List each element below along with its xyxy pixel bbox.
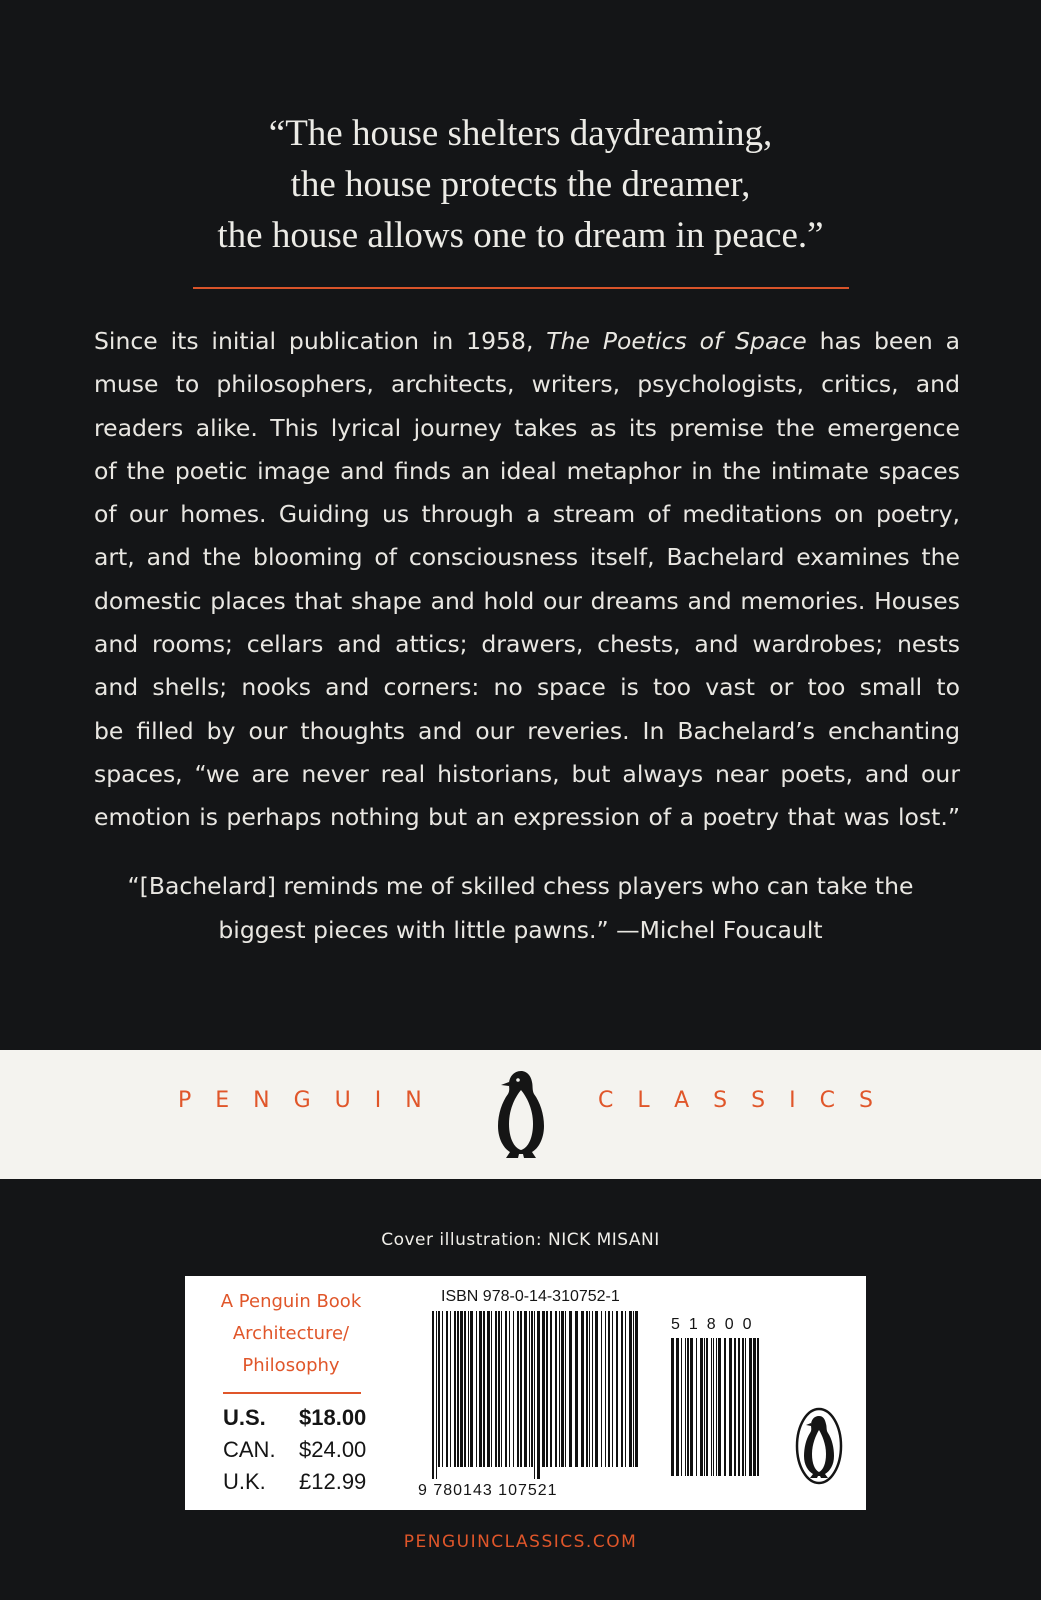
category-line: Philosophy <box>242 1355 340 1376</box>
price-region: CAN. <box>223 1437 276 1462</box>
barcode-bar <box>450 1311 451 1467</box>
book-title: The Poetics of Space <box>546 327 807 355</box>
barcode-bar <box>505 1311 507 1467</box>
price-value: £12.99 <box>299 1469 367 1494</box>
barcode-bar <box>745 1338 746 1476</box>
barcode-bar <box>491 1311 492 1467</box>
description-line: muse to philosophers, architects, writers, psychologists, critics, and <box>94 370 960 399</box>
barcode-bar <box>690 1338 693 1476</box>
barcode-bar <box>569 1311 572 1467</box>
brand-word-penguin: PENGUIN <box>178 1088 446 1113</box>
barcode-bar <box>517 1311 519 1467</box>
barcode-bar <box>757 1338 759 1476</box>
barcode-bar <box>601 1311 602 1467</box>
description-line: and rooms; cellars and attics; drawers, chests, and wardrobes; nests <box>94 630 960 659</box>
description-line: Since its initial publication in 1958, The Poetics of Space has been a <box>94 327 961 355</box>
description-line: art, and the blooming of consciousness itself, Bachelard examines the <box>94 543 960 572</box>
barcode-bar <box>501 1311 502 1467</box>
barcode-bar <box>464 1311 466 1467</box>
barcode-bar <box>589 1311 590 1467</box>
barcode-bar <box>713 1338 714 1476</box>
barcode-bar <box>581 1311 584 1467</box>
penguin-icon <box>494 1068 548 1162</box>
barcode-bar <box>635 1311 638 1467</box>
quote-line: “The house shelters daydreaming, <box>268 113 773 154</box>
ean-barcode <box>431 1311 643 1479</box>
barcode-bar <box>432 1311 434 1479</box>
barcode-bar <box>711 1338 712 1476</box>
barcode-bar <box>625 1311 626 1467</box>
description-line: spaces, “we are never real historians, but always near poets, and our <box>94 759 960 788</box>
ean-digits: 9 780143 107521 <box>418 1482 558 1499</box>
description-line: and shells; nooks and corners: no space is too vast or too small to <box>94 673 960 702</box>
price-value: $24.00 <box>299 1437 367 1462</box>
book-description <box>94 320 960 840</box>
barcode-bar <box>561 1311 564 1467</box>
barcode-bar <box>608 1311 610 1467</box>
epigraph-quote <box>0 108 1041 261</box>
foucault-blurb <box>0 865 1041 952</box>
barcode-bar <box>487 1311 490 1467</box>
price-barcode-label <box>185 1276 866 1510</box>
barcode-bar <box>676 1338 679 1476</box>
blurb-line: biggest pieces with little pawns.” —Michel Foucault <box>218 915 823 944</box>
barcode-bar <box>718 1338 721 1476</box>
barcode-bar <box>446 1311 448 1467</box>
barcode-bar <box>559 1311 560 1467</box>
price-region: U.K. <box>223 1469 266 1494</box>
price-row <box>223 1434 366 1466</box>
price-value: $18.00 <box>299 1405 367 1430</box>
barcode-bar <box>633 1311 634 1467</box>
barcode-bar <box>436 1311 437 1479</box>
barcode-bar <box>476 1311 477 1467</box>
addon-digits: 51800 <box>671 1316 761 1333</box>
barcode-bar <box>706 1338 708 1476</box>
description-line: emotion is perhaps nothing but an expression of a poetry that was lost.” <box>94 803 960 832</box>
barcode-bar <box>700 1338 703 1476</box>
description-line: of our homes. Guiding us through a stream of meditations on poetry, <box>94 500 960 529</box>
barcode-bar <box>542 1311 545 1467</box>
brand-word-classics: CLASSICS <box>598 1088 897 1113</box>
barcode-bar <box>586 1311 588 1467</box>
barcode-bar <box>749 1338 752 1476</box>
barcode-bar <box>555 1311 557 1467</box>
barcode-bar <box>716 1338 717 1476</box>
description-line: be filled by our thoughts and our reveries. In Bachelard’s enchanting <box>94 716 960 745</box>
website-link[interactable]: PENGUINCLASSICS.COM <box>403 1532 638 1552</box>
quote-line: the house protects the dreamer, <box>290 164 751 205</box>
publisher-line: A Penguin Book <box>220 1291 362 1312</box>
barcode-bar <box>550 1311 552 1467</box>
barcode-bar <box>520 1311 522 1467</box>
barcode-bar <box>531 1311 533 1467</box>
barcode-bar <box>616 1311 618 1467</box>
barcode-bar <box>513 1311 514 1467</box>
barcode-bar <box>738 1338 740 1476</box>
barcode-bar <box>687 1338 689 1476</box>
barcode-bar <box>612 1311 613 1467</box>
publisher-category <box>185 1286 397 1382</box>
price-row <box>223 1402 366 1434</box>
isbn-text: ISBN 978-0-14-310752-1 <box>441 1288 620 1305</box>
barcode-bar <box>524 1311 527 1467</box>
barcode-bar <box>734 1338 736 1476</box>
barcode-bar <box>534 1311 535 1479</box>
barcode-bar <box>605 1311 606 1467</box>
penguin-roundel-icon <box>795 1406 843 1486</box>
barcode-bar <box>729 1338 732 1476</box>
barcode-bar <box>704 1338 705 1476</box>
price-list <box>223 1402 366 1498</box>
category-line: Architecture/ <box>232 1323 350 1344</box>
barcode-bar <box>742 1338 744 1476</box>
barcode-bar <box>537 1311 540 1479</box>
barcode-bar <box>498 1311 500 1467</box>
barcode-bar <box>681 1338 682 1476</box>
barcode-bar <box>479 1311 482 1467</box>
barcode-bar <box>457 1311 459 1467</box>
barcode-bar <box>529 1311 530 1467</box>
quote-line: the house allows one to dream in peace.” <box>217 215 824 256</box>
barcode-bar <box>442 1311 443 1467</box>
barcode-bar <box>621 1311 623 1467</box>
barcode-bar <box>438 1311 440 1467</box>
barcode-bar <box>460 1311 463 1467</box>
price-region: U.S. <box>223 1405 266 1430</box>
barcode-bar <box>468 1311 469 1467</box>
barcode-bar <box>509 1311 510 1467</box>
blurb-line: “[Bachelard] reminds me of skilled chess players who can take the <box>127 872 914 900</box>
barcode-bar <box>592 1311 593 1467</box>
barcode-bar <box>483 1311 485 1467</box>
barcode-bar <box>565 1311 566 1467</box>
barcode-bar <box>546 1311 548 1467</box>
barcode-bar <box>724 1338 726 1476</box>
description-line: readers alike. This lyrical journey takes as its premise the emergence <box>94 413 960 442</box>
barcode-bar <box>595 1311 598 1467</box>
barcode-bar <box>454 1311 456 1467</box>
cover-credit: Cover illustration: NICK MISANI <box>381 1230 660 1250</box>
price-row <box>223 1466 366 1498</box>
quote-divider <box>193 287 849 289</box>
barcode-bar <box>470 1311 473 1467</box>
barcode-bar <box>696 1338 697 1476</box>
barcode-bar <box>671 1338 674 1476</box>
barcode-bar <box>753 1338 756 1476</box>
description-line: domestic places that shape and hold our dreams and memories. Houses <box>94 586 960 615</box>
barcode-bar <box>629 1311 632 1467</box>
barcode-bar <box>575 1311 578 1467</box>
penguin-classics-band <box>0 1050 1041 1179</box>
description-line: of the poetic image and finds an ideal metaphor in the intimate spaces <box>94 456 960 485</box>
price-divider <box>223 1392 361 1394</box>
barcode-bar <box>685 1338 686 1476</box>
addon-barcode <box>670 1338 762 1488</box>
barcode-bar <box>495 1311 497 1467</box>
